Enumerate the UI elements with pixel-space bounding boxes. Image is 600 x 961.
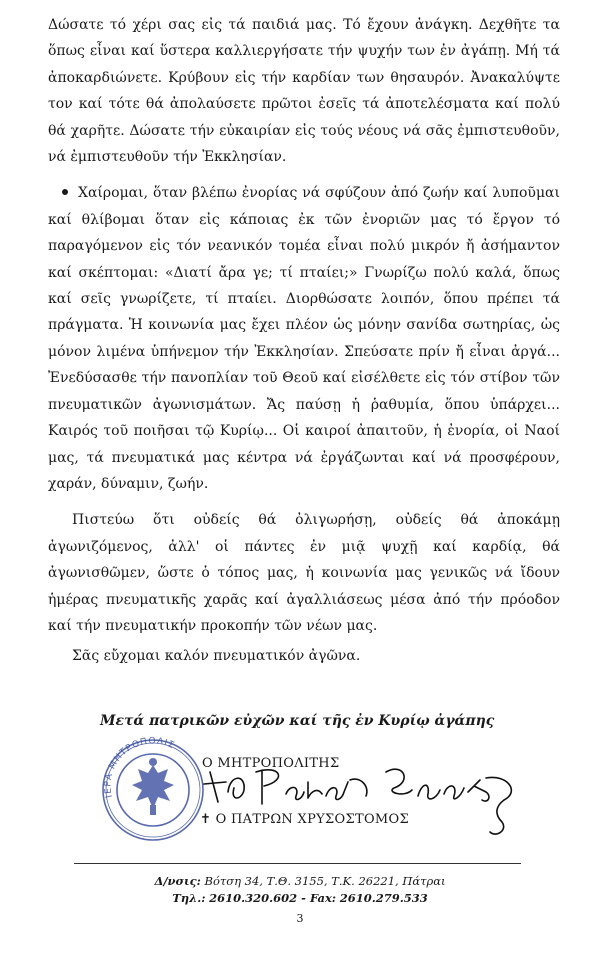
paragraph-4: Σᾶς εὔχομαι καλόν πνευματικόν ἀγῶνα. xyxy=(72,648,361,665)
signatory-name: ✝ Ο ΠΑΤΡΩΝ ΧΡΥΣΟΣΤΟΜΟΣ xyxy=(200,812,409,827)
phone-value: 2610.320.602 xyxy=(209,891,298,905)
contact-separator: - xyxy=(297,891,310,905)
signature-title: Ο ΜΗΤΡΟΠΟΛΙΤΗΣ xyxy=(202,756,340,771)
page-number: 3 xyxy=(296,912,304,925)
footer-divider xyxy=(74,863,521,864)
paragraph-2-text: Χαίρομαι, ὅταν βλέπω ἐνορίας νά σφύζουν ἀπό ζωήν καί λυποῦμαι καί θλίβομαι ὅταν εἰς κάποιας ἐκ τῶν ἐνοριῶν μας τό ἔργον τό παραγόμενον εἰς τόν νεανικόν τομέα εἶναι πολύ μικρόν ἤ ἀσήμαντον καί σκέπτομαι: «Διατί ἄρα γε; τί πταίει;» Γνωρίζω πολύ καλά, ὅπως καί σεῖς γνωρίζετε, τί πταίει. Διορθώσατε λοιπόν, ὅπου πρέπει τά πράγματα. Ἡ κοινωνία μας ἔχει πλέον ὡς μόνην σανίδα σωτηρίας, ὡς μόνον λιμένα ὑπήνεμον τήν Ἐκκλησίαν. Σπεύσατε πρίν ἤ εἶναι ἀργά... Ἐνεδύσασθε τήν πανοπλίαν τοῦ Θεοῦ καί εἰσέλθετε εἰς τόν στίβον τῶν πνευματικῶν ἀγωνισμάτων. Ἄς παύσῃ ἡ ῥαθυμία, ὅπου ὑπάρχει... Καιρός τοῦ ποιῆσαι τῷ Κυρίῳ... Οἱ καιροί ἀπαιτοῦν, ἡ ἐνορία, οἱ Ναοί μας, τά πνευματικά μας κέντρα νά ἐργάζωνται καί νά προσφέρουν, χαράν, δύναμιν, ζωήν. xyxy=(48,185,560,492)
svg-text:ΙΕΡΑ ΜΗΤΡΟΠΟΛΙΣ: ΙΕΡΑ ΜΗΤΡΟΠΟΛΙΣ xyxy=(103,736,177,799)
letter-body xyxy=(48,12,560,670)
closing-salutation: Μετά πατρικῶν εὐχῶν καί τῆς ἐν Κυρίῳ ἀγάπης xyxy=(100,713,495,729)
fax-value: 2610.279.533 xyxy=(339,891,428,905)
handwritten-signature xyxy=(190,752,540,842)
phone-label: Τηλ.: xyxy=(172,891,206,905)
paragraph-1: Δώσατε τό χέρι σας εἰς τά παιδιά μας. Τό ἔχουν ἀνάγκη. Δεχθῆτε τα ὅπως εἶναι καί ὕστερα καλλιεργήσατε τήν ψυχήν των ἐν ἀγάπῃ. Μή τά ἀποκαρδιώνετε. Κρύβουν εἰς τήν καρδίαν των θησαυρόν. Ἀνακαλύψτε τον καί τότε θά ἀπολαύσετε πρῶτοι ἐσεῖς τά ἀποτελέσματα καί πολύ θά χαρῆτε. Δώσατε τήν εὐκαιρίαν εἰς τούς νέους νά σᾶς ἐμπιστευθοῦν, νά ἐμπιστευθοῦν τήν Ἐκκλησίαν. xyxy=(48,17,560,166)
paragraph-3: Πιστεύω ὅτι οὐδείς θά ὀλιγωρήσῃ, οὐδείς θά ἀποκάμῃ ἀγωνιζόμενος, ἀλλ' οἱ πάντες ἐν μιᾷ ψυχῇ καί καρδίᾳ, θά ἀγωνισθῶμεν, ὥστε ὁ τόπος μας, ἡ κοινωνία μας γενικῶς νά ἴδουν ἡμέρας πνευματικῆς χαρᾶς καί ἀγαλλιάσεως μέσα ἀπό τήν πρόοδον καί τήν πνευματικήν προκοπήν τῶν νέων μας. xyxy=(48,512,560,634)
bullet-icon xyxy=(62,189,68,195)
footer-address xyxy=(0,874,600,888)
address-value: Βότση 34, Τ.Θ. 3155, Τ.Κ. 26221, Πάτραι xyxy=(204,874,446,888)
paragraph-2 xyxy=(48,180,560,497)
fax-label: Fax: xyxy=(309,891,337,905)
address-label: Δ/νσις: xyxy=(154,874,201,888)
footer-contacts xyxy=(0,891,600,905)
